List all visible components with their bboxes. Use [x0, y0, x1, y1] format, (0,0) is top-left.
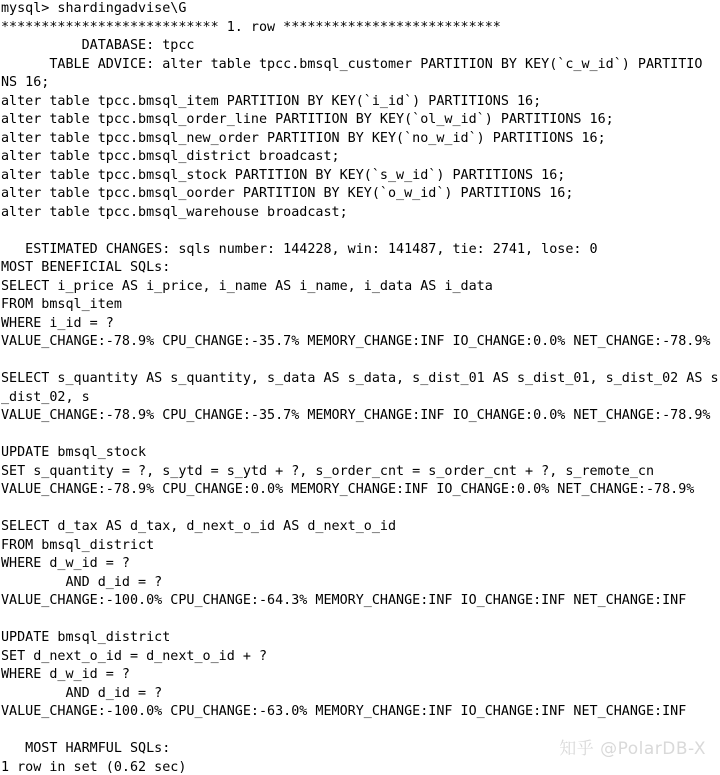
- output-line: alter table tpcc.bmsql_item PARTITION BY KEY(`i_id`) PARTITIONS 16;: [1, 93, 542, 109]
- value-change-line: VALUE_CHANGE:-78.9% CPU_CHANGE:-35.7% MEMORY_CHANGE:INF IO_CHANGE:0.0% NET_CHANGE:-78.9%: [1, 408, 711, 423]
- watermark: 知乎 @PolarDB-X: [559, 739, 706, 759]
- sql-line: FROM bmsql_item: [1, 297, 122, 312]
- sql-line: UPDATE bmsql_stock: [1, 445, 147, 460]
- sql-line: SET d_next_o_id = d_next_o_id + ?: [1, 648, 268, 664]
- output-line: alter table tpcc.bmsql_district broadcast;: [1, 149, 340, 164]
- sql-line: WHERE d_w_id = ?: [1, 667, 130, 682]
- sql-line: UPDATE bmsql_district: [1, 630, 171, 645]
- output-line: alter table tpcc.bmsql_order_line PARTITION BY KEY(`ol_w_id`) PARTITIONS 16;: [1, 112, 614, 127]
- beneficial-sqls-heading: MOST BENEFICIAL SQLs:: [1, 260, 171, 275]
- value-change-line: VALUE_CHANGE:-100.0% CPU_CHANGE:-63.0% MEMORY_CHANGE:INF IO_CHANGE:INF NET_CHANGE:INF: [1, 704, 687, 719]
- output-line: alter table tpcc.bmsql_oorder PARTITION BY KEY(`o_w_id`) PARTITIONS 16;: [1, 186, 574, 201]
- sql-line: WHERE d_w_id = ?: [1, 556, 130, 571]
- output-line: alter table tpcc.bmsql_stock PARTITION BY KEY(`s_w_id`) PARTITIONS 16;: [1, 167, 566, 183]
- estimated-changes-field: ESTIMATED CHANGES: sqls number: 144228, win: 141487, tie: 2741, lose: 0: [1, 241, 598, 257]
- sql-line: SET s_quantity = ?, s_ytd = s_ytd + ?, s_order_cnt = s_order_cnt + ?, s_remote_cn: [1, 463, 655, 479]
- sql-line: SELECT i_price AS i_price, i_name AS i_name, i_data AS i_data: [1, 278, 493, 294]
- output-line: NS 16;: [1, 75, 50, 90]
- output-line: alter table tpcc.bmsql_warehouse broadcast;: [1, 204, 348, 220]
- output-line: alter table tpcc.bmsql_new_order PARTITION BY KEY(`no_w_id`) PARTITIONS 16;: [1, 130, 606, 146]
- blank-line: [1, 611, 720, 630]
- sql-line: _dist_02, s: [1, 389, 90, 405]
- blank-line: [1, 222, 720, 241]
- result-summary: 1 row in set (0.62 sec): [1, 759, 187, 775]
- prompt-line: mysql> shardingadvise\G: [1, 1, 187, 16]
- value-change-line: VALUE_CHANGE:-78.9% CPU_CHANGE:-35.7% MEMORY_CHANGE:INF IO_CHANGE:0.0% NET_CHANGE:-78.9%: [1, 334, 711, 349]
- blank-line: [1, 500, 720, 519]
- sql-line: SELECT s_quantity AS s_quantity, s_data AS s_data, s_dist_01 AS s_dist_01, s_dist_02 AS s: [1, 371, 719, 386]
- sql-line: AND d_id = ?: [1, 574, 163, 590]
- harmful-sqls-heading: MOST HARMFUL SQLs:: [1, 741, 171, 756]
- blank-line: [1, 426, 720, 445]
- blank-line: [1, 352, 720, 371]
- sql-line: AND d_id = ?: [1, 685, 163, 701]
- sql-line: WHERE i_id = ?: [1, 315, 114, 331]
- sql-line: SELECT d_tax AS d_tax, d_next_o_id AS d_next_o_id: [1, 519, 397, 534]
- sql-line: FROM bmsql_district: [1, 537, 155, 553]
- value-change-line: VALUE_CHANGE:-78.9% CPU_CHANGE:0.0% MEMORY_CHANGE:INF IO_CHANGE:0.0% NET_CHANGE:-78.9%: [1, 482, 695, 497]
- table-advice-field: TABLE ADVICE: alter table tpcc.bmsql_customer PARTITION BY KEY(`c_w_id`) PARTITIO: [1, 56, 703, 72]
- value-change-line: VALUE_CHANGE:-100.0% CPU_CHANGE:-64.3% MEMORY_CHANGE:INF IO_CHANGE:INF NET_CHANGE:INF: [1, 593, 687, 608]
- row-separator: *************************** 1. row ***************************: [1, 19, 501, 35]
- database-field: DATABASE: tpcc: [1, 38, 195, 53]
